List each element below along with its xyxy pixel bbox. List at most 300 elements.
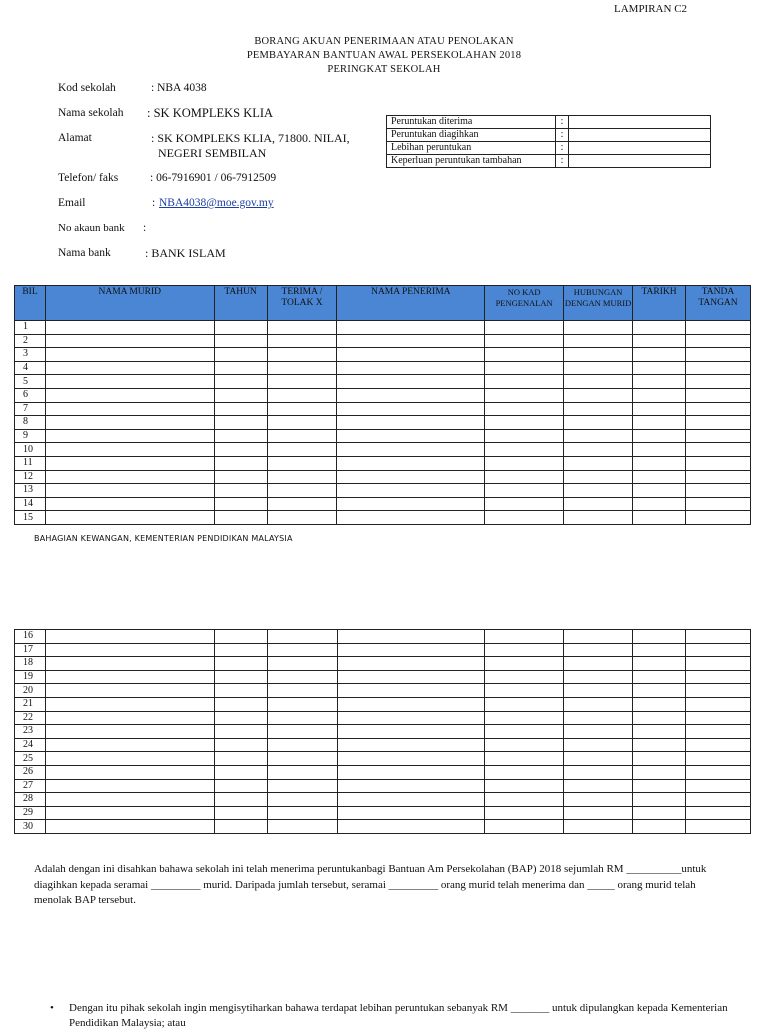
hubungan-cell[interactable]	[564, 793, 633, 807]
tanda-tangan-cell[interactable]	[686, 752, 751, 766]
tanda-tangan-cell[interactable]	[686, 765, 751, 779]
no-kad-cell[interactable]	[485, 670, 564, 684]
nama-penerima-cell[interactable]	[337, 334, 485, 348]
terima-tolak-cell[interactable]	[267, 429, 337, 443]
peruntukan-value-cell[interactable]	[569, 116, 711, 129]
table-row	[15, 657, 751, 671]
tanda-tangan-cell[interactable]	[686, 806, 751, 820]
tarikh-cell[interactable]	[633, 416, 686, 430]
nama-penerima-cell[interactable]	[337, 725, 485, 739]
hubungan-cell[interactable]	[564, 670, 633, 684]
no-kad-cell[interactable]	[485, 711, 564, 725]
hubungan-cell[interactable]	[564, 643, 633, 657]
nama-penerima-cell[interactable]	[337, 684, 485, 698]
peruntukan-row	[387, 155, 711, 168]
tarikh-cell[interactable]	[633, 456, 686, 470]
hubungan-cell[interactable]	[564, 697, 633, 711]
hubungan-cell[interactable]	[564, 416, 633, 430]
terima-tolak-cell[interactable]	[267, 334, 337, 348]
terima-tolak-cell[interactable]	[267, 443, 337, 457]
form-title-line-1: BORANG AKUAN PENERIMAAN ATAU PENOLAKAN	[254, 36, 514, 47]
tahun-cell[interactable]	[214, 670, 267, 684]
tahun-cell[interactable]	[214, 497, 267, 511]
nama-murid-cell[interactable]	[45, 497, 214, 511]
hubungan-cell[interactable]	[564, 456, 633, 470]
table-row	[15, 725, 751, 739]
nama-murid-cell[interactable]	[45, 643, 214, 657]
nama-murid-cell[interactable]	[45, 711, 214, 725]
peruntukan-colon: :	[556, 155, 569, 168]
table-row	[15, 321, 751, 335]
no-kad-cell[interactable]	[485, 456, 564, 470]
tanda-tangan-cell[interactable]	[686, 657, 751, 671]
table-row	[15, 361, 751, 375]
hubungan-cell[interactable]	[564, 497, 633, 511]
tarikh-cell[interactable]	[633, 752, 686, 766]
nama-penerima-cell[interactable]	[337, 765, 485, 779]
nama-murid-cell[interactable]	[45, 684, 214, 698]
row-number: 8	[15, 416, 46, 430]
no-kad-cell[interactable]	[485, 348, 564, 362]
hubungan-cell[interactable]	[564, 361, 633, 375]
nama-penerima-cell[interactable]	[337, 402, 485, 416]
tahun-cell[interactable]	[214, 752, 267, 766]
tarikh-cell[interactable]	[633, 793, 686, 807]
hubungan-cell[interactable]	[564, 630, 633, 644]
tarikh-cell[interactable]	[633, 806, 686, 820]
tarikh-cell[interactable]	[633, 484, 686, 498]
nama-penerima-cell[interactable]	[337, 657, 485, 671]
nama-murid-cell[interactable]	[45, 402, 214, 416]
nama-penerima-cell[interactable]	[337, 738, 485, 752]
terima-tolak-cell[interactable]	[267, 684, 337, 698]
terima-tolak-cell[interactable]	[267, 752, 337, 766]
tanda-tangan-cell[interactable]	[686, 511, 751, 525]
no-kad-cell[interactable]	[485, 725, 564, 739]
terima-tolak-cell[interactable]	[267, 348, 337, 362]
tanda-tangan-cell[interactable]	[686, 321, 751, 335]
no-kad-cell[interactable]	[485, 388, 564, 402]
tahun-cell[interactable]	[214, 375, 267, 389]
email-label: Email	[58, 197, 86, 209]
terima-tolak-cell[interactable]	[267, 630, 337, 644]
nama-murid-cell[interactable]	[45, 429, 214, 443]
peruntukan-value-cell[interactable]	[569, 142, 711, 155]
tanda-tangan-cell[interactable]	[686, 697, 751, 711]
tanda-tangan-cell[interactable]	[686, 402, 751, 416]
no-kad-cell[interactable]	[485, 779, 564, 793]
nama-murid-cell[interactable]	[45, 321, 214, 335]
tarikh-cell[interactable]	[633, 321, 686, 335]
terima-tolak-cell[interactable]	[267, 388, 337, 402]
row-number: 11	[15, 456, 46, 470]
no-kad-cell[interactable]	[485, 402, 564, 416]
nama-penerima-cell[interactable]	[337, 375, 485, 389]
nama-murid-cell[interactable]	[45, 779, 214, 793]
tanda-tangan-cell[interactable]	[686, 779, 751, 793]
terima-tolak-cell[interactable]	[267, 806, 337, 820]
peruntukan-colon: :	[556, 129, 569, 142]
nama-penerima-cell[interactable]	[337, 779, 485, 793]
peruntukan-value-cell[interactable]	[569, 129, 711, 142]
nama-murid-cell[interactable]	[45, 470, 214, 484]
tahun-cell[interactable]	[214, 738, 267, 752]
table-row	[15, 497, 751, 511]
hubungan-cell[interactable]	[564, 711, 633, 725]
nama-murid-cell[interactable]	[45, 697, 214, 711]
nama-penerima-cell[interactable]	[337, 793, 485, 807]
row-number: 21	[15, 697, 46, 711]
tanda-tangan-cell[interactable]	[686, 334, 751, 348]
hubungan-cell[interactable]	[564, 334, 633, 348]
tahun-cell[interactable]	[214, 334, 267, 348]
table-row	[15, 456, 751, 470]
nama-penerima-cell[interactable]	[337, 820, 485, 834]
nama-murid-cell[interactable]	[45, 806, 214, 820]
nama-penerima-cell[interactable]	[337, 456, 485, 470]
hubungan-cell[interactable]	[564, 684, 633, 698]
tarikh-cell[interactable]	[633, 375, 686, 389]
no-kad-cell[interactable]	[485, 484, 564, 498]
hubungan-cell[interactable]	[564, 806, 633, 820]
tanda-tangan-cell[interactable]	[686, 497, 751, 511]
tahun-cell[interactable]	[214, 684, 267, 698]
hubungan-cell[interactable]	[564, 657, 633, 671]
row-number: 10	[15, 443, 46, 457]
nama-penerima-cell[interactable]	[337, 348, 485, 362]
row-number: 3	[15, 348, 46, 362]
form-title-line-3: PERINGKAT SEKOLAH	[327, 64, 441, 75]
peruntukan-row	[387, 116, 711, 129]
terima-tolak-cell[interactable]	[267, 643, 337, 657]
col-tahun-header: TAHUN	[214, 286, 267, 321]
tahun-cell[interactable]	[214, 697, 267, 711]
no-kad-cell[interactable]	[485, 806, 564, 820]
table-row	[15, 443, 751, 457]
tarikh-cell[interactable]	[633, 388, 686, 402]
nama-penerima-cell[interactable]	[337, 416, 485, 430]
hubungan-cell[interactable]	[564, 470, 633, 484]
nama-penerima-cell[interactable]	[337, 361, 485, 375]
nama-murid-cell[interactable]	[45, 725, 214, 739]
nama-murid-cell[interactable]	[45, 348, 214, 362]
tahun-cell[interactable]	[214, 511, 267, 525]
tanda-tangan-cell[interactable]	[686, 711, 751, 725]
terima-tolak-cell[interactable]	[267, 711, 337, 725]
hubungan-cell[interactable]	[564, 321, 633, 335]
terima-tolak-cell[interactable]	[267, 484, 337, 498]
tanda-tangan-cell[interactable]	[686, 484, 751, 498]
hubungan-cell[interactable]	[564, 429, 633, 443]
tanda-tangan-cell[interactable]	[686, 361, 751, 375]
tanda-tangan-cell[interactable]	[686, 456, 751, 470]
nama-murid-cell[interactable]	[45, 793, 214, 807]
nama-penerima-cell[interactable]	[337, 321, 485, 335]
hubungan-cell[interactable]	[564, 443, 633, 457]
no-kad-cell[interactable]	[485, 752, 564, 766]
tahun-cell[interactable]	[214, 348, 267, 362]
tarikh-cell[interactable]	[633, 443, 686, 457]
email-link[interactable]: NBA4038@moe.gov.my	[159, 197, 274, 209]
nama-sekolah-value: : SK KOMPLEKS KLIA	[147, 106, 274, 120]
nama-penerima-cell[interactable]	[337, 670, 485, 684]
tahun-cell[interactable]	[214, 416, 267, 430]
tarikh-cell[interactable]	[633, 511, 686, 525]
tahun-cell[interactable]	[214, 361, 267, 375]
tarikh-cell[interactable]	[633, 470, 686, 484]
no-kad-cell[interactable]	[485, 820, 564, 834]
nama-murid-cell[interactable]	[45, 484, 214, 498]
tarikh-cell[interactable]	[633, 334, 686, 348]
tarikh-cell[interactable]	[633, 657, 686, 671]
tarikh-cell[interactable]	[633, 630, 686, 644]
nama-penerima-cell[interactable]	[337, 630, 485, 644]
col-no-kad-header: NO KAD PENGENALAN	[485, 286, 564, 321]
tarikh-cell[interactable]	[633, 361, 686, 375]
hubungan-cell[interactable]	[564, 388, 633, 402]
table-row	[15, 388, 751, 402]
nama-murid-cell[interactable]	[45, 752, 214, 766]
hubungan-cell[interactable]	[564, 738, 633, 752]
tanda-tangan-cell[interactable]	[686, 375, 751, 389]
tahun-cell[interactable]	[214, 711, 267, 725]
tahun-cell[interactable]	[214, 456, 267, 470]
col-tarikh-header: TARIKH	[633, 286, 686, 321]
nama-murid-cell[interactable]	[45, 388, 214, 402]
tahun-cell[interactable]	[214, 388, 267, 402]
tarikh-cell[interactable]	[633, 402, 686, 416]
table-row	[15, 765, 751, 779]
tahun-cell[interactable]	[214, 484, 267, 498]
terima-tolak-cell[interactable]	[267, 470, 337, 484]
tanda-tangan-cell[interactable]	[686, 793, 751, 807]
terima-tolak-cell[interactable]	[267, 765, 337, 779]
terima-tolak-cell[interactable]	[267, 375, 337, 389]
nama-murid-cell[interactable]	[45, 416, 214, 430]
tahun-cell[interactable]	[214, 429, 267, 443]
table-row	[15, 738, 751, 752]
terima-tolak-cell[interactable]	[267, 697, 337, 711]
hubungan-cell[interactable]	[564, 348, 633, 362]
tahun-cell[interactable]	[214, 630, 267, 644]
tarikh-cell[interactable]	[633, 779, 686, 793]
tarikh-cell[interactable]	[633, 670, 686, 684]
tahun-cell[interactable]	[214, 820, 267, 834]
row-number: 1	[15, 321, 46, 335]
nama-murid-cell[interactable]	[45, 511, 214, 525]
nama-penerima-cell[interactable]	[337, 443, 485, 457]
tarikh-cell[interactable]	[633, 697, 686, 711]
tanda-tangan-cell[interactable]	[686, 820, 751, 834]
tahun-cell[interactable]	[214, 779, 267, 793]
tahun-cell[interactable]	[214, 725, 267, 739]
hubungan-cell[interactable]	[564, 752, 633, 766]
no-kad-cell[interactable]	[485, 361, 564, 375]
nama-bank-label: Nama bank	[58, 247, 111, 259]
nama-murid-cell[interactable]	[45, 738, 214, 752]
hubungan-cell[interactable]	[564, 402, 633, 416]
no-kad-cell[interactable]	[485, 443, 564, 457]
telefon-value: : 06-7916901 / 06-7912509	[150, 172, 277, 184]
tarikh-cell[interactable]	[633, 725, 686, 739]
tanda-tangan-cell[interactable]	[686, 643, 751, 657]
no-kad-cell[interactable]	[485, 511, 564, 525]
row-number: 29	[15, 806, 46, 820]
nama-murid-cell[interactable]	[45, 630, 214, 644]
tanda-tangan-cell[interactable]	[686, 429, 751, 443]
nama-murid-cell[interactable]	[45, 657, 214, 671]
tanda-tangan-cell[interactable]	[686, 388, 751, 402]
tarikh-cell[interactable]	[633, 711, 686, 725]
no-kad-cell[interactable]	[485, 657, 564, 671]
row-number: 15	[15, 511, 46, 525]
no-kad-cell[interactable]	[485, 697, 564, 711]
tarikh-cell[interactable]	[633, 738, 686, 752]
tarikh-cell[interactable]	[633, 820, 686, 834]
no-kad-cell[interactable]	[485, 738, 564, 752]
nama-murid-cell[interactable]	[45, 375, 214, 389]
tanda-tangan-cell[interactable]	[686, 684, 751, 698]
row-number: 14	[15, 497, 46, 511]
tarikh-cell[interactable]	[633, 765, 686, 779]
nama-murid-cell[interactable]	[45, 456, 214, 470]
tarikh-cell[interactable]	[633, 643, 686, 657]
hubungan-cell[interactable]	[564, 484, 633, 498]
no-kad-cell[interactable]	[485, 375, 564, 389]
terima-tolak-cell[interactable]	[267, 779, 337, 793]
col-hubungan-header: HUBUNGAN DENGAN MURID	[564, 286, 633, 321]
terima-tolak-cell[interactable]	[267, 670, 337, 684]
col-bil-header: BIL	[15, 286, 46, 321]
nama-murid-cell[interactable]	[45, 361, 214, 375]
no-kad-cell[interactable]	[485, 765, 564, 779]
terima-tolak-cell[interactable]	[267, 361, 337, 375]
nama-penerima-cell[interactable]	[337, 752, 485, 766]
tahun-cell[interactable]	[214, 470, 267, 484]
peruntukan-label: Peruntukan diagihkan	[387, 129, 556, 142]
no-kad-cell[interactable]	[485, 321, 564, 335]
tanda-tangan-cell[interactable]	[686, 738, 751, 752]
terima-tolak-cell[interactable]	[267, 793, 337, 807]
hubungan-cell[interactable]	[564, 820, 633, 834]
tarikh-cell[interactable]	[633, 684, 686, 698]
nama-bank-value: : BANK ISLAM	[145, 246, 226, 260]
terima-tolak-cell[interactable]	[267, 657, 337, 671]
nama-penerima-cell[interactable]	[337, 643, 485, 657]
hubungan-cell[interactable]	[564, 375, 633, 389]
hubungan-cell[interactable]	[564, 725, 633, 739]
tahun-cell[interactable]	[214, 765, 267, 779]
table-row	[15, 684, 751, 698]
row-number: 2	[15, 334, 46, 348]
peruntukan-colon: :	[556, 142, 569, 155]
no-kad-cell[interactable]	[485, 643, 564, 657]
recipient-table-part-1	[14, 285, 751, 525]
peruntukan-colon: :	[556, 116, 569, 129]
peruntukan-value-cell[interactable]	[569, 155, 711, 168]
nama-penerima-cell[interactable]	[337, 388, 485, 402]
terima-tolak-cell[interactable]	[267, 456, 337, 470]
tanda-tangan-cell[interactable]	[686, 348, 751, 362]
terima-tolak-cell[interactable]	[267, 402, 337, 416]
row-number: 24	[15, 738, 46, 752]
no-kad-cell[interactable]	[485, 684, 564, 698]
terima-tolak-cell[interactable]	[267, 511, 337, 525]
no-kad-cell[interactable]	[485, 334, 564, 348]
row-number: 16	[15, 630, 46, 644]
tahun-cell[interactable]	[214, 793, 267, 807]
table-row	[15, 793, 751, 807]
nama-murid-cell[interactable]	[45, 670, 214, 684]
hubungan-cell[interactable]	[564, 511, 633, 525]
nama-penerima-cell[interactable]	[337, 806, 485, 820]
no-kad-cell[interactable]	[485, 793, 564, 807]
alamat-label: Alamat	[58, 132, 92, 144]
tahun-cell[interactable]	[214, 402, 267, 416]
row-number: 30	[15, 820, 46, 834]
tahun-cell[interactable]	[214, 321, 267, 335]
nama-penerima-cell[interactable]	[337, 470, 485, 484]
tanda-tangan-cell[interactable]	[686, 630, 751, 644]
hubungan-cell[interactable]	[564, 765, 633, 779]
tanda-tangan-cell[interactable]	[686, 725, 751, 739]
no-kad-cell[interactable]	[485, 630, 564, 644]
nama-penerima-cell[interactable]	[337, 429, 485, 443]
bullet-text: Dengan itu pihak sekolah ingin mengisytiharkan bahawa terdapat lebihan peruntukan sebanyak RM _______ untuk dipulangkan kepada Kementerian Pendidikan Malaysia; atau	[69, 1002, 728, 1029]
declaration-paragraph: Adalah dengan ini disahkan bahawa sekolah ini telah menerima peruntukanbagi Bantuan Am Persekolahan (BAP) 2018 sejumlah RM __________untuk diagihkan kepada seramai _________ murid. Daripada jumlah tersebut, seramai _________ orang murid telah menerima dan _____ orang murid telah menolak BAP tersebut.	[34, 863, 707, 906]
tanda-tangan-cell[interactable]	[686, 443, 751, 457]
tanda-tangan-cell[interactable]	[686, 470, 751, 484]
terima-tolak-cell[interactable]	[267, 497, 337, 511]
no-kad-cell[interactable]	[485, 470, 564, 484]
tarikh-cell[interactable]	[633, 497, 686, 511]
nama-murid-cell[interactable]	[45, 334, 214, 348]
nama-penerima-cell[interactable]	[337, 511, 485, 525]
nama-murid-cell[interactable]	[45, 820, 214, 834]
table-row	[15, 511, 751, 525]
nama-murid-cell[interactable]	[45, 765, 214, 779]
nama-penerima-cell[interactable]	[337, 497, 485, 511]
tarikh-cell[interactable]	[633, 348, 686, 362]
tahun-cell[interactable]	[214, 643, 267, 657]
no-kad-cell[interactable]	[485, 497, 564, 511]
tanda-tangan-cell[interactable]	[686, 670, 751, 684]
no-kad-cell[interactable]	[485, 429, 564, 443]
terima-tolak-cell[interactable]	[267, 738, 337, 752]
hubungan-cell[interactable]	[564, 779, 633, 793]
terima-tolak-cell[interactable]	[267, 321, 337, 335]
nama-penerima-cell[interactable]	[337, 697, 485, 711]
tanda-tangan-cell[interactable]	[686, 416, 751, 430]
tarikh-cell[interactable]	[633, 429, 686, 443]
terima-tolak-cell[interactable]	[267, 725, 337, 739]
akaun-bank-label: No akaun bank	[58, 222, 125, 234]
terima-tolak-cell[interactable]	[267, 416, 337, 430]
col-nama-murid-header: NAMA MURID	[45, 286, 214, 321]
nama-murid-cell[interactable]	[45, 443, 214, 457]
row-number: 22	[15, 711, 46, 725]
lampiran-label: LAMPIRAN C2	[614, 3, 688, 15]
footnote: BAHAGIAN KEWANGAN, KEMENTERIAN PENDIDIKAN MALAYSIA	[34, 534, 293, 543]
tahun-cell[interactable]	[214, 443, 267, 457]
nama-penerima-cell[interactable]	[337, 711, 485, 725]
table-row	[15, 484, 751, 498]
tahun-cell[interactable]	[214, 806, 267, 820]
tahun-cell[interactable]	[214, 657, 267, 671]
nama-penerima-cell[interactable]	[337, 484, 485, 498]
terima-tolak-cell[interactable]	[267, 820, 337, 834]
no-kad-cell[interactable]	[485, 416, 564, 430]
